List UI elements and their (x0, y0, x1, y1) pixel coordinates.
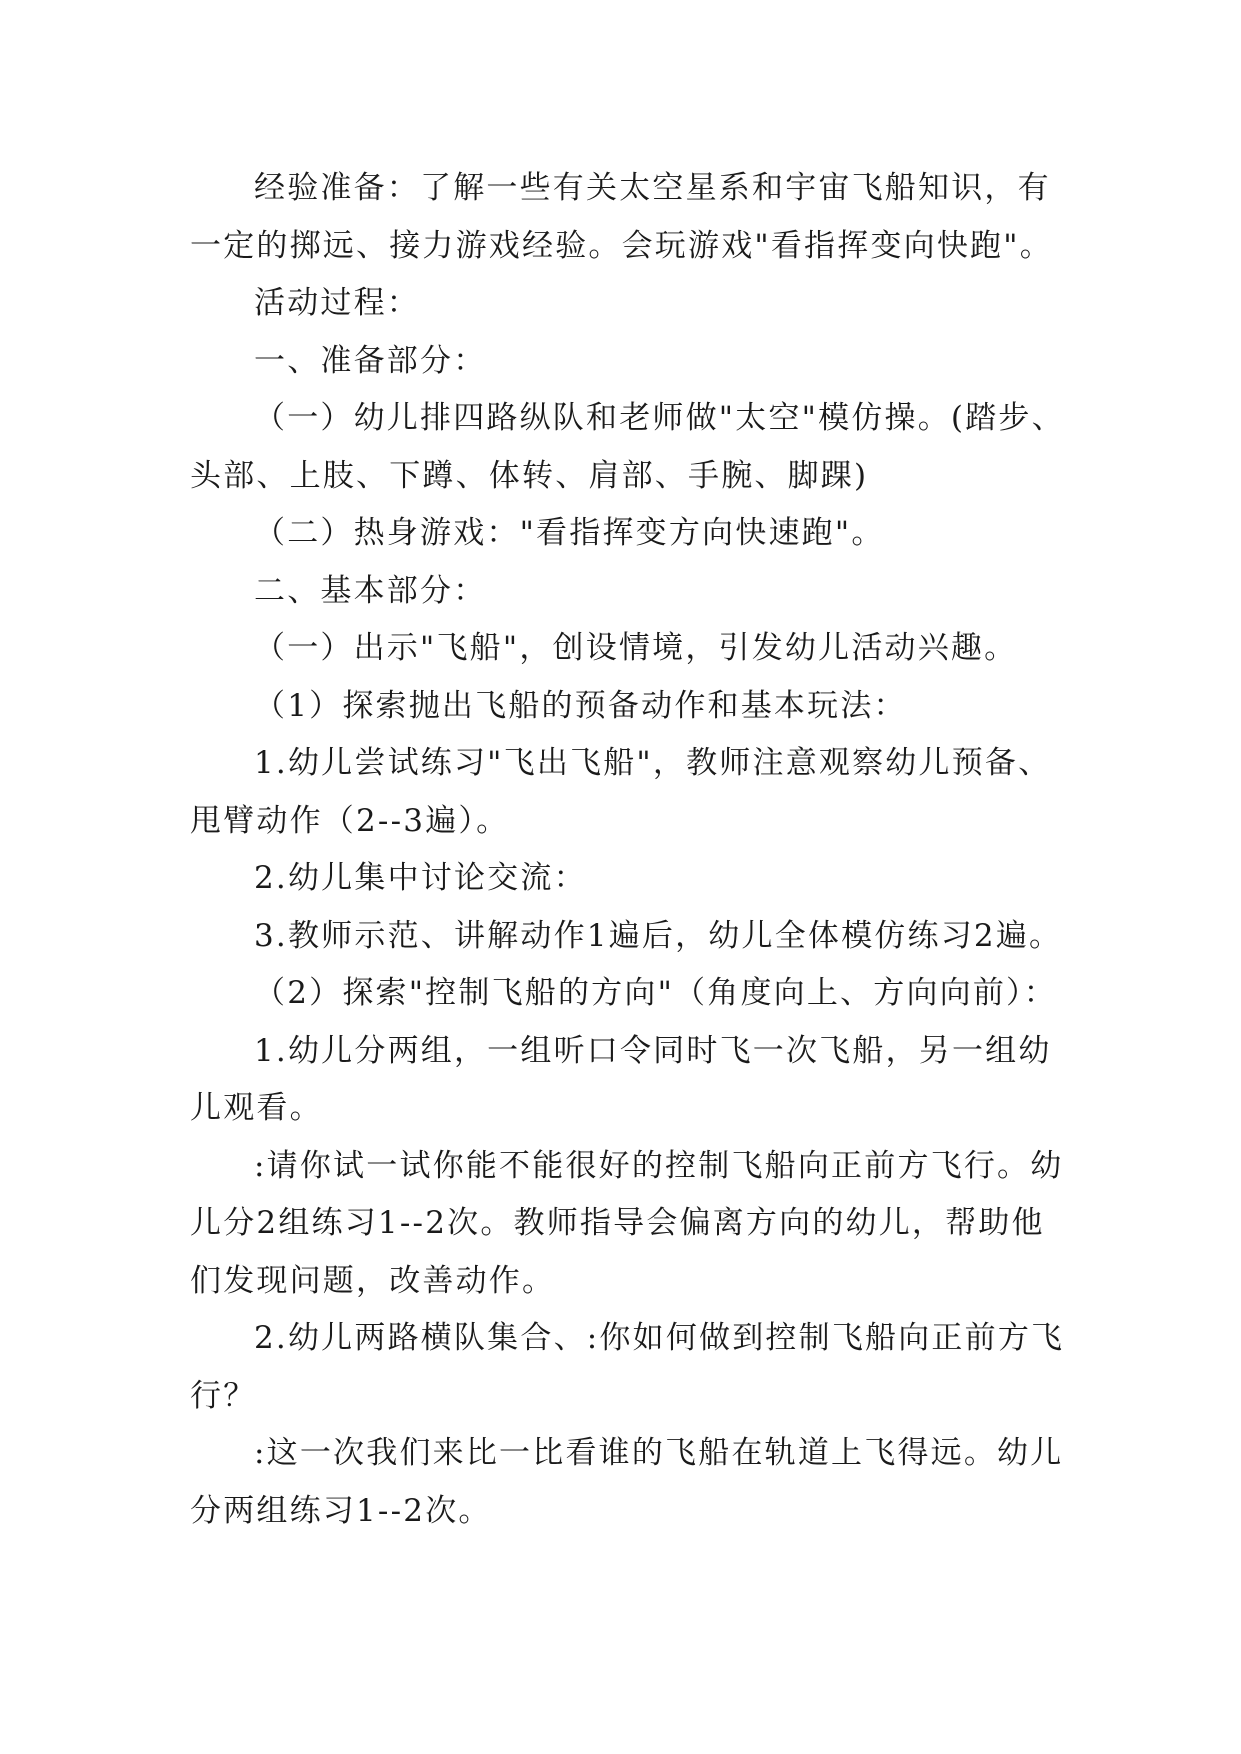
paragraph-fly-far: :这一次我们来比一比看谁的飞船在轨道上飞得远。幼儿分两组练习1--2次。 (190, 1435, 1064, 1529)
paragraph-space-exercise: （一）幼儿排四路纵队和老师做"太空"模仿操。(踏步、头部、上肢、下蹲、体转、肩部、手腕、脚踝) (190, 400, 1065, 494)
paragraph-step-2-discuss: 2.幼儿集中讨论交流： (254, 860, 587, 896)
paragraph-warmup-game: （二）热身游戏："看指挥变方向快速跑"。 (254, 515, 885, 551)
paragraph-explore-throw: （1）探索抛出飞船的预备动作和基本玩法： (254, 687, 907, 724)
paragraph-direction-step-2: 2.幼儿两路横队集合、:你如何做到控制飞船向正前方飞行？ (190, 1320, 1065, 1414)
heading-preparation-part: 一、准备部分： (254, 342, 487, 379)
document-body (190, 160, 1070, 1540)
paragraph-show-spaceship: （一）出示"飞船"，创设情境，引发幼儿活动兴趣。 (254, 630, 1018, 666)
paragraph-step-1-try: 1.幼儿尝试练习"飞出飞船"，教师注意观察幼儿预备、甩臂动作（2--3遍）。 (190, 745, 1052, 839)
paragraph-experience-prep: 经验准备：了解一些有关太空星系和宇宙飞船知识，有一定的掷远、接力游戏经验。会玩游戏"看指挥变向快跑"。 (190, 170, 1053, 264)
paragraph-step-3-demo: 3.教师示范、讲解动作1遍后，幼儿全体模仿练习2遍。 (254, 917, 1063, 954)
paragraph-explore-direction: （2）探索"控制飞船的方向"（角度向上、方向向前）： (254, 975, 1057, 1011)
paragraph-activity-process: 活动过程： (254, 285, 420, 321)
paragraph-control-forward: :请你试一试你能不能很好的控制飞船向正前方飞行。幼儿分2组练习1--2次。教师指导会偏离方向的幼儿，帮助他们发现问题，改善动作。 (190, 1147, 1064, 1299)
heading-basic-part: 二、基本部分： (254, 572, 487, 609)
paragraph-direction-step-1: 1.幼儿分两组，一组听口令同时飞一次飞船，另一组幼儿观看。 (190, 1032, 1052, 1126)
